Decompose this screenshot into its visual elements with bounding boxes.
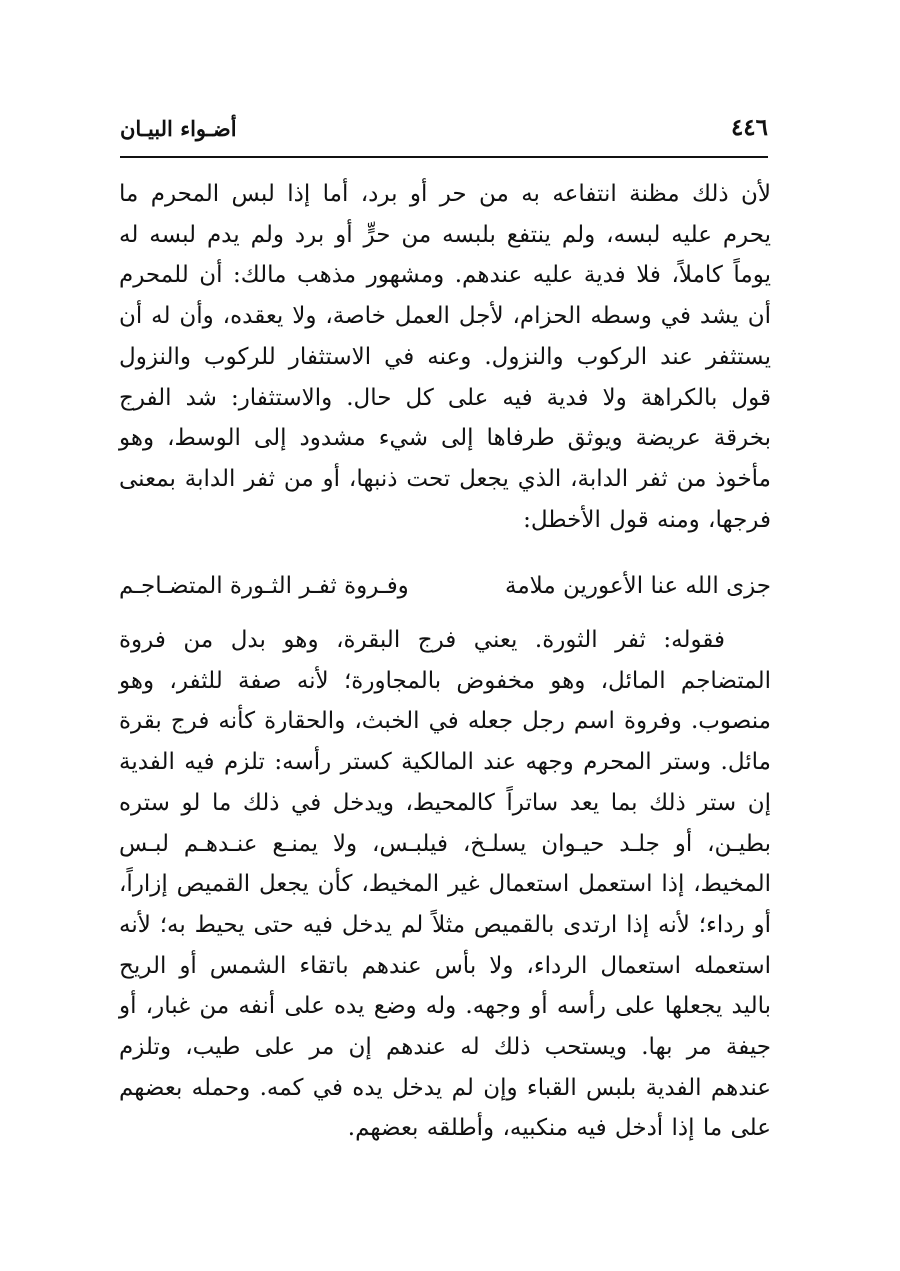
book-title: أضـواء البيـان xyxy=(120,116,237,141)
page-header xyxy=(120,112,768,158)
page-number: ٤٤٦ xyxy=(730,114,768,141)
poem-first-hemistich: جزى الله عنا الأعورين ملامة xyxy=(505,573,771,599)
poem-verse xyxy=(119,566,771,606)
paragraph-1: لأن ذلك مظنة انتفاعه به من حر أو برد، أما إذا لبس المحرم ما يحرم عليه لبسه، ولم ينتفع بلبسه من حرٍّ أو برد ولم يدم لبسه له يوماً كاملاً، فلا فدية عليه عندهم. ومشهور مذهب مالك: أن للمحرم أن يشد في وسطه الحزام، لأجل العمل خاصة، ولا يعقده، وأن له أن يستثفر عند الركوب والنزول. وعنه في الاستثفار للركوب والنزول قول بالكراهة ولا فدية فيه على كل حال. والاستثفار: شد الفرج بخرقة عريضة ويوثق طرفاها إلى شيء مشدود إلى الوسط، وهو مأخوذ من ثفر الدابة، الذي يجعل تحت ذنبها، أو من ثفر الدابة بمعنى فرجها، ومنه قول الأخطل: xyxy=(119,181,771,533)
poem-second-hemistich: وفـروة ثفـر الثـورة المتضـاجـم xyxy=(119,573,409,599)
paragraph-2: فقوله: ثفر الثورة. يعني فرج البقرة، وهو بدل من فروة المتضاجم المائل، وهو مخفوض بالمجاورة؛ لأنه صفة للثفر، وهو منصوب. وفروة اسم رجل جعله في الخبث، والحقارة كأنه فرج بقرة مائل. وستر المحرم وجهه عند المالكية كستر رأسه: تلزم فيه الفدية إن ستر ذلك بما يعد ساتراً كالمحيط، ويدخل في ذلك ما لو ستره بطيـن، أو جلـد حيـوان يسلـخ، فيلبـس، ولا يمنـع عنـدهـم لبـس المخيط، إذا استعمل استعمال غير المخيط، كأن يجعل القميص إزاراً، أو رداء؛ لأنه إذا ارتدى بالقميص مثلاً لم يدخل فيه حتى يحيط به؛ لأنه استعمله استعمال الرداء، ولا بأس عندهم باتقاء الشمس أو الريح باليد يجعلها على رأسه أو وجهه. وله وضع يده على أنفه من غبار، أو جيفة مر بها. ويستحب ذلك له عندهم إن مر على طيب، وتلزم عندهم الفدية بلبس القباء وإن لم يدخل يده في كمه. وحمله بعضهم على ما إذا أدخل فيه منكبيه، وأطلقه بعضهم. xyxy=(119,627,771,1142)
